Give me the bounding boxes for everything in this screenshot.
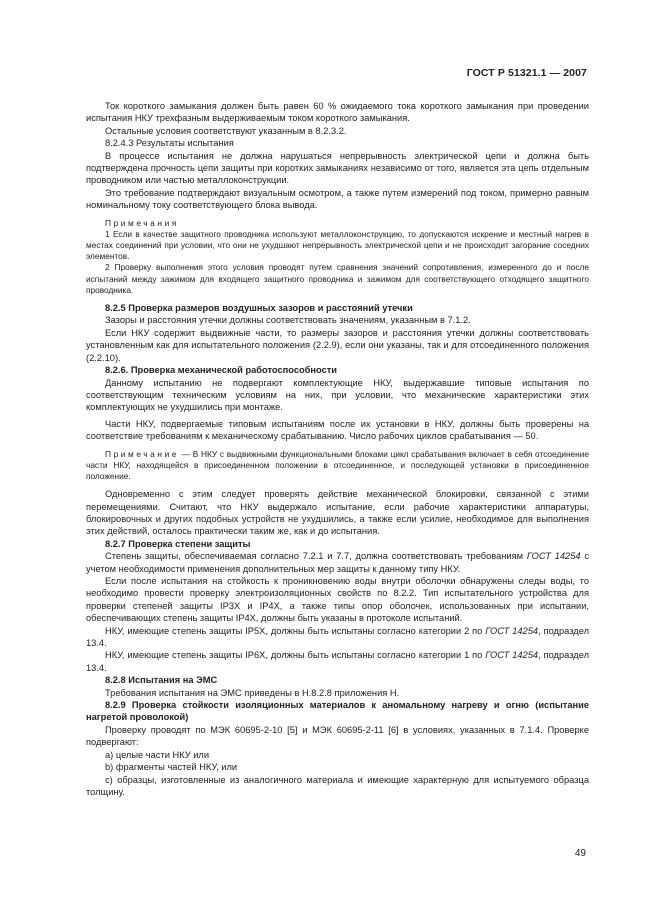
notes-title: Примечания bbox=[105, 217, 179, 228]
paragraph: Остальные условия соответствуют указанным в 8.2.3.2. bbox=[105, 125, 347, 136]
paragraph: Степень защиты, обеспечиваемая согласно 7.2.1 и 7.7, должна соответствовать требованиям ГОСТ 14254 с учетом необходимости применения дополнительных мер защиты к данному типу НКУ. bbox=[86, 551, 590, 574]
paragraph: Одновременно с этим следует проверять действие механической блокировки, связанной с этими перемещениями. Считают, что НКУ выдержало испытание, если рабочие характеристики аппаратуры, блокировочных и других подобных устройств не ухудшились, а также если усилие, необходимое для выполнения этих действий, осталось практически таким же, как и до испытания. bbox=[86, 489, 589, 537]
clause-heading: 8.2.4.3 Результаты испытания bbox=[105, 138, 234, 149]
paragraph: Части НКУ, подвергаемые типовым испытаниям после их установки в НКУ, должны быть проверены на соответствие требованиям к механическому срабатыванию. Число рабочих циклов срабатывания — 50. bbox=[86, 418, 589, 442]
paragraph: Ток короткого замыкания должен быть равен 60 % ожидаемого тока короткого замыкания при проведении испытания НКУ трехфазным выдерживаемым током короткого замыкания. bbox=[86, 101, 589, 124]
standard-reference: ГОСТ 14254 bbox=[526, 551, 581, 562]
paragraph: В процессе испытания не должна нарушаться непрерывность электрической цепи и должна быть подтверждена прочность цепи защиты при коротких замыканиях независимо от того, является эта цепь отдельным проводником или частью металлоконструкции. bbox=[86, 150, 589, 186]
section-heading: 8.2.6. Проверка механической работоспособности bbox=[105, 365, 338, 376]
list-item: с) образцы, изготовленные из аналогичного материала и имеющие характерную для испытуемого образца толщину. bbox=[86, 774, 589, 797]
note-item: 1 Если в качестве защитного проводника используют металлоконструкцию, то допускаются искрение и местный нагрев в местах соединений при условии, что они не ухудшают непрерывность электрической цепи и не происходит загорание соседних элементов. bbox=[86, 228, 589, 262]
paragraph: НКУ, имеющие степень защиты IP6X, должны быть испытаны согласно категории 1 по ГОСТ 14254, подраздел 13.4. bbox=[86, 650, 589, 673]
paragraph: Проверку проводят по МЭК 60695-2-10 [5] и МЭК 60695-2-11 [6] в условиях, указанных в 7.1.4. Проверке подвергают: bbox=[86, 724, 589, 748]
standard-reference: ГОСТ 14254 bbox=[485, 625, 539, 636]
paragraph: Это требование подтверждают визуальным осмотром, а также путем измерений под током, примерно равным номинальному току соответствующего блока вывода. bbox=[86, 187, 589, 211]
list-item: а) целые части НКУ или bbox=[105, 749, 210, 760]
list-item: b) фрагменты частей НКУ, или bbox=[105, 762, 238, 773]
section-heading: 8.2.9 Проверка стойкости изоляционных материалов к аномальному нагреву и огню (испытание нагретой проволокой) bbox=[86, 700, 589, 723]
page-body bbox=[86, 100, 589, 798]
section-heading: 8.2.8 Испытания на ЭМС bbox=[105, 675, 218, 686]
paragraph: Требования испытания на ЭМС приведены в Н.8.2.8 приложения Н. bbox=[105, 687, 400, 698]
page-number: 49 bbox=[574, 848, 586, 859]
page-header: ГОСТ Р 51321.1 — 2007 bbox=[466, 67, 587, 79]
note-text: — В НКУ с выдвижными функциональными блоками цикл срабатывания включает в себя отсоединение части НКУ, находящейся в присоединенном положении в отсоединенное, и последующей установки в присоединенное положение. bbox=[86, 448, 589, 481]
paragraph: Зазоры и расстояния утечки должны соответствовать значениям, указанным в 7.1.2. bbox=[105, 315, 471, 326]
section-heading: 8.2.7 Проверка степени защиты bbox=[105, 538, 251, 549]
paragraph: НКУ, имеющие степень защиты IP5X, должны быть испытаны согласно категории 2 по ГОСТ 14254, подраздел 13.4. bbox=[86, 625, 589, 649]
note-item: 2 Проверку выполнения этого условия проводят путем сравнения значений сопротивления, измеренного до и после испытаний между зажимом для входящего защитного проводника и зажимом для соответствующего отходящего защитного проводника. bbox=[86, 262, 589, 295]
note-label: Примечание bbox=[105, 448, 180, 459]
note bbox=[86, 449, 589, 483]
section-heading: 8.2.5 Проверка размеров воздушных зазоров и расстояний утечки bbox=[105, 303, 413, 314]
paragraph: Если НКУ содержит выдвижные части, то размеры зазоров и расстояния утечки должны соответствовать установленным как для испытательного положения (2.2.9), если они указаны, так и для отсоединенного положения (2.2.10). bbox=[86, 327, 589, 363]
paragraph: Если после испытания на стойкость к проникновению воды внутри оболочки обнаружены следы воды, то необходимо провести проверку электроизоляционных свойств по 8.2.2. Тип испытательного устройства для проверки степеней защиты IP3X и IP4X, а также типы опор оболочек, использованных при испытании, обеспечивающих степень защиты IP4X, должны быть указаны в протоколе испытаний. bbox=[86, 576, 589, 624]
paragraph: Данному испытанию не подвергают комплектующие НКУ, выдержавшие типовые испытания по соответствующим техническим условиям на них, при условии, что механические характеристики этих комплектующих не ухудшились при монтаже. bbox=[86, 377, 589, 413]
standard-reference: ГОСТ 14254 bbox=[485, 650, 539, 661]
